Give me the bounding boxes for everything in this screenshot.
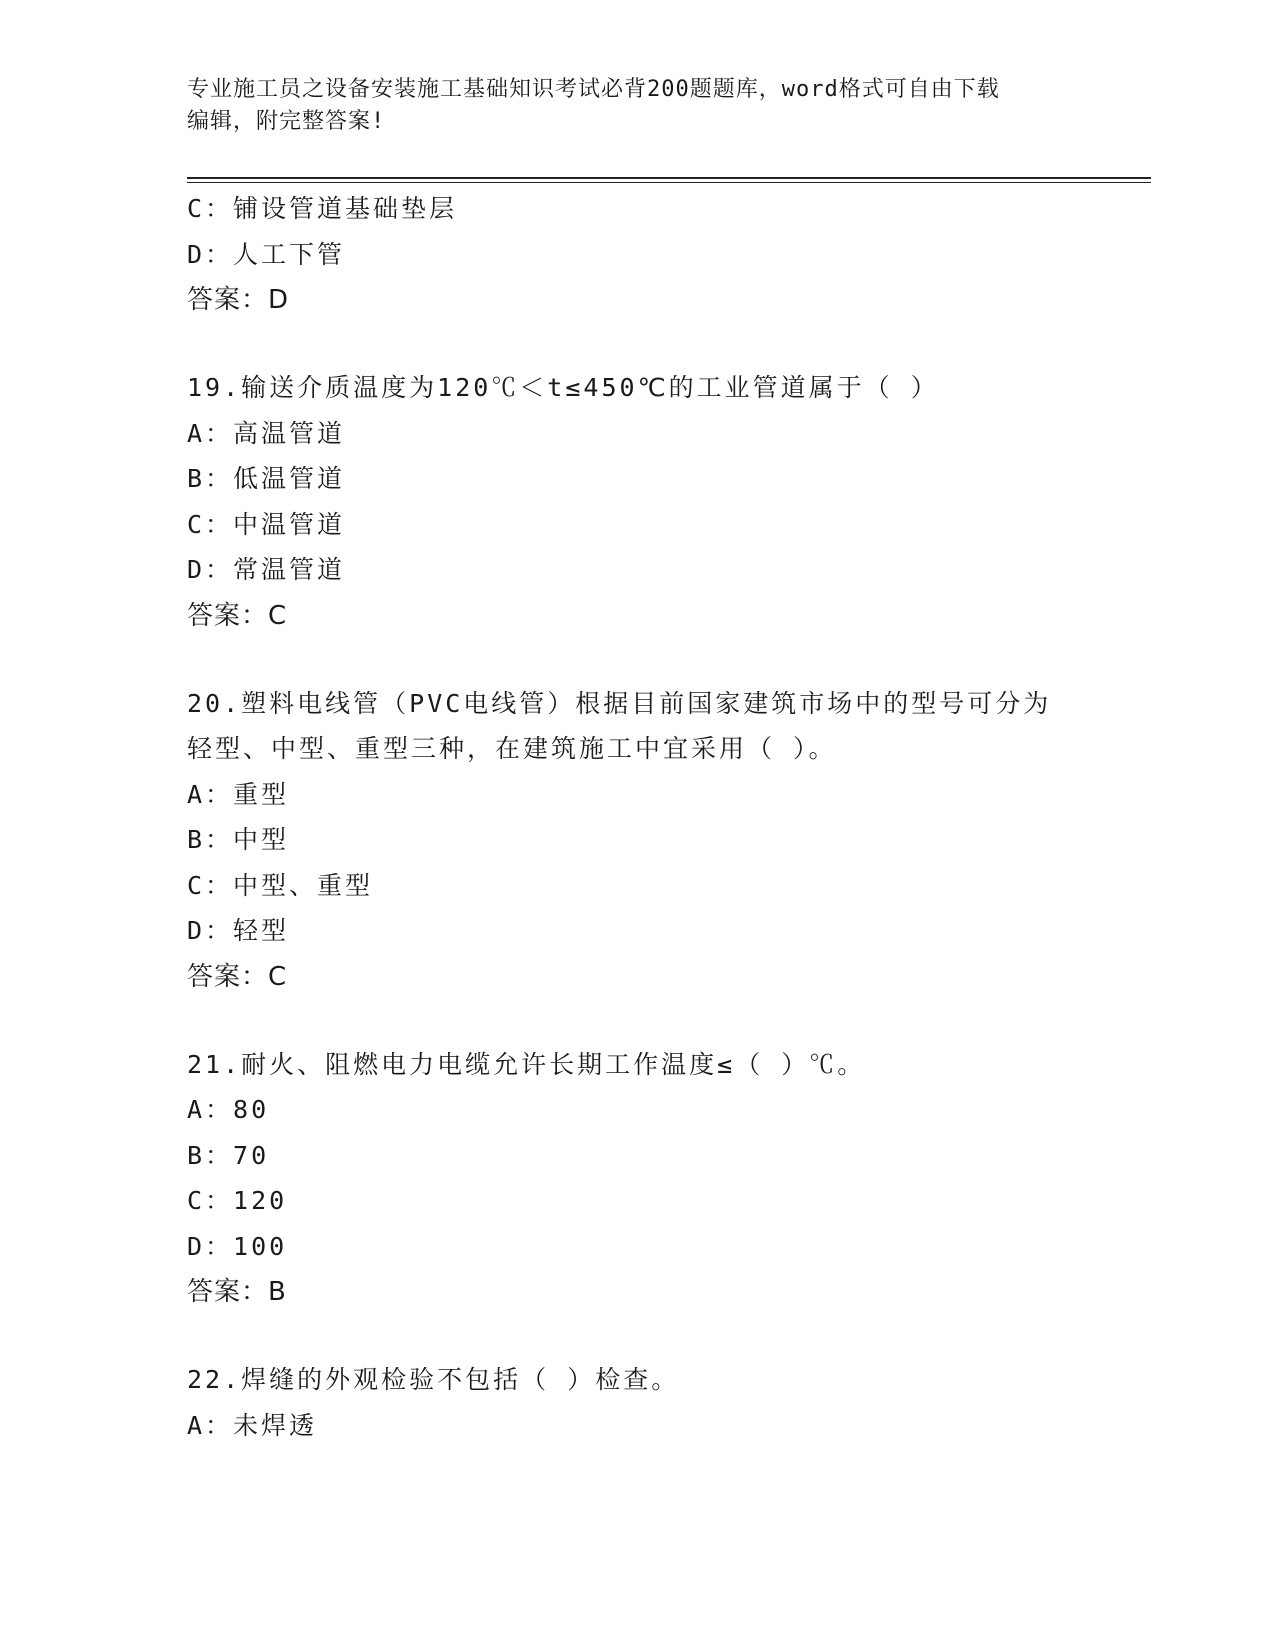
question-stem: 20.塑料电线管（PVC电线管）根据目前国家建筑市场中的型号可分为: [187, 688, 1052, 718]
spacer: [187, 1000, 1087, 1042]
question-stem: 19.输送介质温度为120℃＜t≤450℃的工业管道属于（ ）: [187, 373, 939, 402]
header-rule-thin: [187, 182, 1151, 183]
answer: 答案：C: [187, 600, 288, 631]
question-stem: 21.耐火、阻燃电力电缆允许长期工作温度≤（ ）℃。: [187, 1049, 866, 1079]
option-c: C：中温管道: [187, 509, 346, 539]
answer: 答案：D: [187, 285, 290, 315]
header-title-line-2: 编辑，附完整答案!: [187, 109, 386, 134]
question-stem: 22.焊缝的外观检验不包括（ ）检查。: [187, 1365, 680, 1394]
option-c: C：中型、重型: [187, 870, 374, 900]
option-b: B：低温管道: [187, 464, 346, 493]
header-title-line-1: 专业施工员之设备安装施工基础知识考试必背200题题库，word格式可自由下载: [187, 77, 1000, 102]
question-22: [187, 1357, 1087, 1448]
option-b: B：70: [187, 1140, 270, 1170]
option-d: D：轻型: [187, 916, 290, 945]
header-rule-thick: [187, 177, 1151, 179]
question-18-continuation: [187, 186, 1087, 323]
spacer: [187, 639, 1087, 681]
option-c: C：铺设管道基础垫层: [187, 194, 458, 223]
option-b: B：中型: [187, 825, 290, 854]
spacer: [187, 1315, 1087, 1357]
question-stem-continued: 轻型、中型、重型三种，在建筑施工中宜采用（ ）。: [187, 734, 837, 763]
option-c: C：120: [187, 1186, 288, 1215]
option-d: D：人工下管: [187, 239, 346, 269]
question-19: [187, 365, 1087, 639]
option-a: A：高温管道: [187, 418, 346, 448]
option-a: A：未焊透: [187, 1410, 318, 1440]
question-21: [187, 1042, 1087, 1316]
question-20: [187, 681, 1087, 1000]
document-header: [187, 74, 1067, 138]
option-a: A：80: [187, 1095, 270, 1124]
option-d: D：100: [187, 1231, 288, 1261]
spacer: [187, 323, 1087, 365]
question-list: [187, 186, 1087, 1448]
option-a: A：重型: [187, 779, 290, 809]
option-d: D：常温管道: [187, 555, 346, 584]
answer: 答案：C: [187, 961, 288, 992]
answer: 答案：B: [187, 1277, 287, 1307]
